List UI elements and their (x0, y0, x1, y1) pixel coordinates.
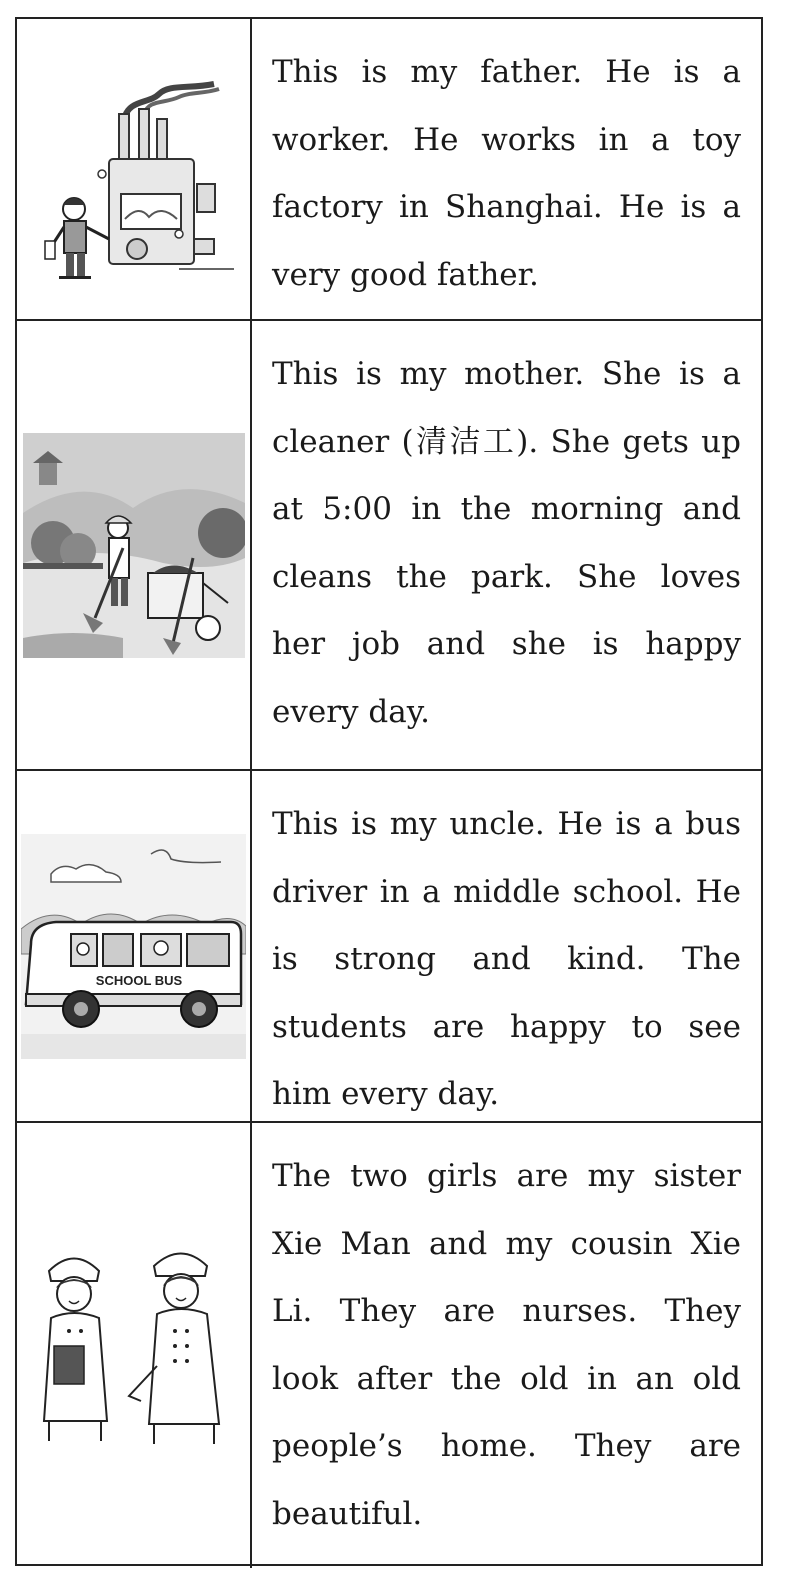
row-mother (17, 319, 761, 769)
mother-cleaner-illustration (17, 321, 252, 769)
nurses-illustration (17, 1123, 252, 1568)
row-nurses (17, 1121, 761, 1568)
description-table (15, 17, 763, 1566)
uncle-bus-driver-illustration (17, 771, 252, 1121)
nurses-description: The two girls are my sister Xie Man and my cousin Xie Li. They are nurses. They look after the old in an old people’s home. They are beautiful. (272, 1158, 741, 1532)
father-worker-illustration (17, 19, 252, 319)
uncle-description: This is my uncle. He is a bus driver in a middle school. He is strong and kind. The students are happy to see him every day. (272, 806, 741, 1112)
row-uncle (17, 769, 761, 1121)
bus-sign-text: SCHOOL BUS (95, 972, 183, 988)
father-description: This is my father. He is a worker. He works in a toy factory in Shanghai. He is a very good father. (272, 54, 741, 293)
mother-description: This is my mother. She is a cleaner (清洁工). She gets up at 5:00 in the morning and cleans the park. She loves her job and she is happy every day. (272, 356, 741, 730)
row-father (17, 19, 761, 319)
